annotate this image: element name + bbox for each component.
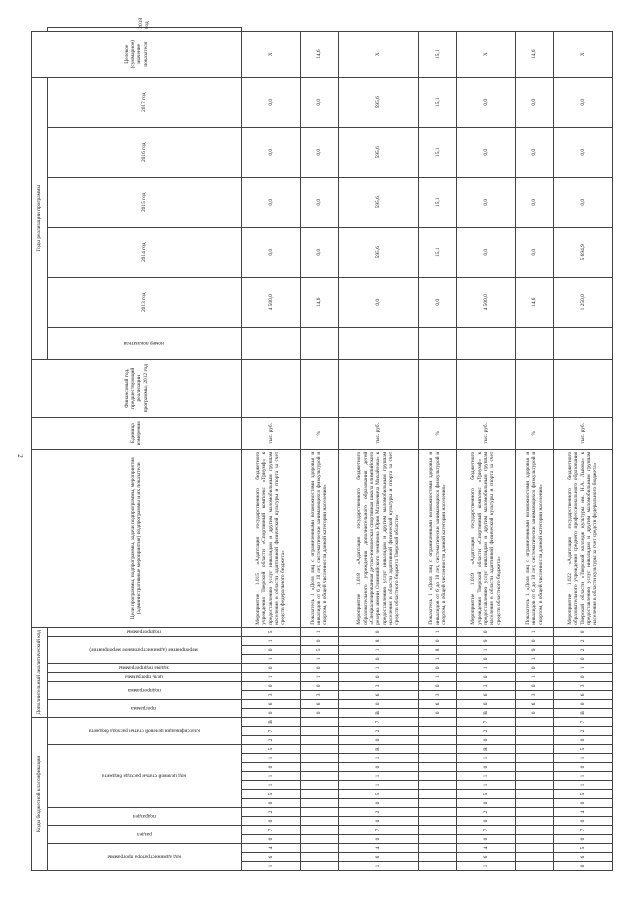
code-digit: 6 <box>241 699 300 708</box>
code-digit: 2 <box>338 727 419 736</box>
code-digit: 0 <box>516 636 554 645</box>
extra-subheader: программа <box>47 699 241 717</box>
row-year-value: 0,0 <box>241 77 300 127</box>
code-digit: 7 <box>553 826 612 835</box>
code-digit: 2 <box>241 808 300 817</box>
row-year-value <box>301 327 339 359</box>
code-digit: 0 <box>301 708 339 717</box>
code-digit: 7 <box>553 717 612 726</box>
code-digit: 0 <box>553 817 612 826</box>
table-row <box>419 28 457 871</box>
code-digit <box>419 790 457 799</box>
code-digit <box>419 736 457 745</box>
code-digit: 0 <box>553 672 612 681</box>
code-digit: 3 <box>301 690 339 699</box>
code-digit: 2 <box>553 645 612 654</box>
row-year-value: 0,0 <box>553 77 612 127</box>
code-digit: 0 <box>301 636 339 645</box>
code-digit: 1 <box>338 781 419 790</box>
goal-column-header: Цели программы, подпрограммы, задачи подпрограммы, мероприятия (административные мероприятия) подпрограммы и их показатели <box>32 449 242 627</box>
row-year-value: 0,0 <box>338 277 419 327</box>
code-digit: 0 <box>338 699 419 708</box>
extra-subheader: подпрограммы <box>47 627 241 636</box>
target-column-header: Целевое (суммарное) значение показателя <box>32 31 242 77</box>
row-fin-year <box>553 359 612 417</box>
code-digit: 6 <box>301 699 339 708</box>
code-digit: 1 <box>301 627 339 636</box>
code-digit: 5 <box>241 745 300 754</box>
years-group-header: Годы реализации программы <box>32 77 48 359</box>
code-digit: 0 <box>456 699 515 708</box>
row-target: X <box>553 31 612 77</box>
row-fin-year <box>456 359 515 417</box>
row-year-value: 0,0 <box>301 227 339 277</box>
row-description: Мероприятие 1.015 «Адаптация государственного бюджетного учреждения Тверской области «Спортивный комплекс «Триумф» к предоставлению услуг инвалидам и другим маломобильным группам населения в области адаптивной физической культуры и спорта за счет средств федерального бюджета» <box>241 449 300 627</box>
row-description: Мероприятие 1.019 «Адаптация государственного бюджетного учреждения Тверской области «Спортивный комплекс «Триумф» к предоставлению услуг инвалидам и другим маломобильным группам населения в области адаптивной физической культуры и спорта за счет средств областного бюджета» <box>456 449 515 627</box>
code-digit <box>301 790 339 799</box>
row-unit: тыс. руб. <box>553 417 612 449</box>
code-digit: 0 <box>456 672 515 681</box>
code-digit <box>419 817 457 826</box>
code-digit: 1 <box>456 663 515 672</box>
code-digit: 0 <box>456 817 515 826</box>
extra-subheader: задача подпрограммы <box>47 663 241 672</box>
code-digit <box>301 844 339 853</box>
code-digit: 2 <box>338 808 419 817</box>
table-row <box>553 28 612 871</box>
row-year-value: 15,1 <box>419 127 457 177</box>
code-digit <box>419 763 457 772</box>
row-year-value: 0,0 <box>516 227 554 277</box>
code-digit <box>419 799 457 808</box>
code-digit <box>301 799 339 808</box>
code-digit: 1 <box>301 654 339 663</box>
code-digit: 0 <box>301 681 339 690</box>
code-digit: 1 <box>419 654 457 663</box>
code-digit: 0 <box>456 763 515 772</box>
code-digit <box>516 790 554 799</box>
code-digit: 0 <box>241 835 300 844</box>
code-digit <box>419 853 457 862</box>
row-target: X <box>338 31 419 77</box>
code-digit: 5 <box>301 645 339 654</box>
code-digit <box>301 736 339 745</box>
row-year-value: 595,6 <box>338 127 419 177</box>
row-year-value: 595,6 <box>338 177 419 227</box>
code-digit: 1 <box>553 772 612 781</box>
code-digit: 0 <box>456 654 515 663</box>
code-digit: 0 <box>338 799 419 808</box>
code-digit: 1 <box>241 754 300 763</box>
year-header-1: 2013 год <box>47 277 241 327</box>
code-digit: 1 <box>553 754 612 763</box>
row-year-value: 0,0 <box>516 127 554 177</box>
code-digit: 2 <box>456 808 515 817</box>
code-digit: 6 <box>338 853 419 862</box>
code-digit: 1 <box>516 672 554 681</box>
row-description: Мероприятие 1.022 «Адаптация государственного бюджетного образовательного учреждения среднего профессионального образования Тверской области «Тверской колледж культуры им. Н.А. Львова» к предоставлению услуг инвалидам и другим маломобильным группам населения в области культуры за счет средств федерального бюджета» <box>553 449 612 627</box>
code-digit: 0 <box>241 708 300 717</box>
code-digit <box>516 826 554 835</box>
extra-subheader: цель программы <box>47 672 241 681</box>
row-description: Показатель 1 «Доля лиц с ограниченными возможностями здоровья и инвалидов от 6 до 18 лет, систематически занимающихся физкультурой и спортом, в общей численности данной категории населения» <box>301 449 339 627</box>
code-digit: 0 <box>419 663 457 672</box>
fin-year-column-header: Финансовый год, предшествующий реализации программы, 2012 год <box>32 359 242 417</box>
row-year-value: 4 500,0 <box>456 277 515 327</box>
year-header-3: 2015 год <box>47 177 241 227</box>
row-target: 14,6 <box>516 31 554 77</box>
code-digit: 0 <box>241 817 300 826</box>
code-digit: 3 <box>516 690 554 699</box>
code-digit: 5 <box>456 790 515 799</box>
row-description: Показатель 1 «Доля лиц с ограниченными возможностями здоровья и инвалидов от 6 до 18 лет, систематически занимающихся физкультурой и спортом, в общей численности данной категории населения» <box>419 449 457 627</box>
code-digit: 0 <box>241 681 300 690</box>
code-digit: 1 <box>553 663 612 672</box>
code-digit <box>301 835 339 844</box>
code-digit <box>419 862 457 871</box>
code-digit: 7 <box>456 717 515 726</box>
code-digit: 0 <box>241 645 300 654</box>
code-digit: 6 <box>456 690 515 699</box>
row-year-value: 0,0 <box>301 127 339 177</box>
year-header-2: 2014 год <box>47 227 241 277</box>
row-unit: % <box>301 417 339 449</box>
code-digit <box>516 808 554 817</box>
code-digit: 5 <box>241 627 300 636</box>
code-digit <box>301 853 339 862</box>
code-digit: 1 <box>241 654 300 663</box>
code-digit: 5 <box>241 790 300 799</box>
code-digit: 6 <box>456 853 515 862</box>
code-digit <box>301 772 339 781</box>
code-digit <box>516 817 554 826</box>
code-digit: 2 <box>553 727 612 736</box>
code-subheader: классификация целевой статьи расхода бюджета <box>47 717 241 744</box>
code-digit: 7 <box>456 826 515 835</box>
code-digit: 0 <box>553 627 612 636</box>
code-digit: 3 <box>338 681 419 690</box>
table-row <box>338 28 419 871</box>
row-year-value: 15,1 <box>419 227 457 277</box>
unit-column-header: Единица измерения <box>32 417 242 449</box>
code-digit: В <box>338 708 419 717</box>
code-digit: 8 <box>419 645 457 654</box>
code-digit: 0 <box>338 736 419 745</box>
code-digit: 4 <box>338 844 419 853</box>
row-year-value: 4 500,0 <box>241 277 300 327</box>
code-digit <box>516 754 554 763</box>
code-digit: 1 <box>419 672 457 681</box>
code-digit: 5 <box>553 790 612 799</box>
row-fin-year <box>516 359 554 417</box>
code-digit: 1 <box>338 754 419 763</box>
row-target: X <box>241 31 300 77</box>
row-year-value: 0,0 <box>553 177 612 227</box>
code-digit: 1 <box>241 862 300 871</box>
code-digit: 0 <box>338 817 419 826</box>
code-digit <box>419 745 457 754</box>
code-digit: В <box>241 717 300 726</box>
code-digit: 1 <box>241 672 300 681</box>
code-digit: 2 <box>456 727 515 736</box>
code-digit <box>419 727 457 736</box>
code-digit: 1 <box>338 862 419 871</box>
code-digit: 1 <box>338 645 419 654</box>
code-digit <box>301 781 339 790</box>
row-unit: % <box>419 417 457 449</box>
code-digit: 0 <box>553 763 612 772</box>
code-digit <box>516 781 554 790</box>
code-digit <box>516 853 554 862</box>
code-digit: 1 <box>338 772 419 781</box>
program-table <box>31 17 613 871</box>
code-digit: 1 <box>301 672 339 681</box>
extra-subheader: номер показателя <box>47 327 241 359</box>
code-digit: 7 <box>338 717 419 726</box>
code-digit <box>516 862 554 871</box>
code-digit: 1 <box>241 636 300 645</box>
code-digit: 0 <box>456 835 515 844</box>
table-row <box>456 28 515 871</box>
code-digit: R <box>456 745 515 754</box>
code-digit: В <box>553 708 612 717</box>
code-digit <box>419 717 457 726</box>
code-digit: 1 <box>338 663 419 672</box>
row-year-value <box>241 327 300 359</box>
code-digit: 1 <box>456 645 515 654</box>
row-description: Мероприятие 1.018 «Адаптация государственного бюджетного образовательного учреждения дополнительного образования детей «Специализированная детско-юношеская спортивная школа олимпийского резерва имени Олимпийского чемпиона Юрия Матвеевича Михайлова» к предоставлению услуг инвалидам и другим маломобильным группам населения в области адаптивной физической культуры и спорта за счет средств областного бюджета Тверской области» <box>338 449 419 627</box>
code-digit: 0 <box>338 654 419 663</box>
code-digit <box>301 727 339 736</box>
code-digit: 0 <box>241 763 300 772</box>
row-year-value <box>553 327 612 359</box>
code-digit <box>301 754 339 763</box>
code-digit <box>301 862 339 871</box>
row-year-value: 0,0 <box>456 127 515 177</box>
code-digit <box>419 808 457 817</box>
row-target: X <box>456 31 515 77</box>
row-unit: тыс. руб. <box>338 417 419 449</box>
code-digit: 8 <box>338 636 419 645</box>
year-header-6: 2018 год <box>47 28 241 32</box>
row-unit: тыс. руб. <box>241 417 300 449</box>
code-digit: 4 <box>241 844 300 853</box>
code-digit <box>419 835 457 844</box>
code-classification-header: Коды бюджетной классификации <box>32 717 48 870</box>
code-digit: 0 <box>338 627 419 636</box>
row-fin-year <box>419 359 457 417</box>
code-digit: 1 <box>241 772 300 781</box>
code-digit: 1 <box>419 627 457 636</box>
row-year-value: 14,6 <box>301 277 339 327</box>
row-year-value <box>516 327 554 359</box>
code-digit: 0 <box>553 862 612 871</box>
code-digit <box>516 727 554 736</box>
code-digit: 0 <box>241 663 300 672</box>
row-year-value: 0,0 <box>301 177 339 227</box>
extra-subheader: мероприятие (административное мероприятие) <box>47 636 241 663</box>
code-digit <box>301 808 339 817</box>
code-digit: 0 <box>456 736 515 745</box>
row-year-value: 0,0 <box>456 77 515 127</box>
table-row <box>241 28 300 871</box>
code-digit <box>419 754 457 763</box>
code-digit: 7 <box>338 826 419 835</box>
code-digit: 7 <box>241 727 300 736</box>
row-year-value: 595,6 <box>338 227 419 277</box>
code-subheader: подраздел <box>47 808 241 826</box>
code-digit <box>516 844 554 853</box>
code-subheader: код администратора программы <box>47 844 241 871</box>
code-digit <box>301 745 339 754</box>
row-year-value: 0,0 <box>241 227 300 277</box>
extra-code-header: Дополнительный аналитический код <box>32 627 48 717</box>
code-digit: 3 <box>553 681 612 690</box>
row-year-value: 0,0 <box>456 177 515 227</box>
row-year-value: 0,0 <box>553 127 612 177</box>
rotated-table-wrapper <box>31 17 613 871</box>
row-description: Показатель 1 «Доля лиц с ограниченными возможностями здоровья и инвалидов от 6 до 18 лет, систематически занимающихся физкультурой и спортом, в общей численности данной категории населения» <box>516 449 554 627</box>
row-target: 15,1 <box>419 31 457 77</box>
code-digit: 3 <box>456 681 515 690</box>
row-fin-year <box>338 359 419 417</box>
code-digit: 0 <box>419 708 457 717</box>
code-digit: 7 <box>241 826 300 835</box>
code-digit <box>419 844 457 853</box>
code-digit: 0 <box>301 663 339 672</box>
code-digit <box>516 835 554 844</box>
code-digit <box>516 799 554 808</box>
row-year-value: 0,0 <box>516 77 554 127</box>
code-digit: 5 <box>553 745 612 754</box>
page-marker: 2 <box>15 454 24 458</box>
row-year-value: 15,1 <box>419 77 457 127</box>
code-digit: 6 <box>553 690 612 699</box>
code-digit <box>301 763 339 772</box>
code-subheader: код целевой статьи расхода бюджета <box>47 745 241 808</box>
year-header-5: 2017 год <box>47 77 241 127</box>
row-year-value <box>338 327 419 359</box>
year-header-4: 2016 год <box>47 127 241 177</box>
code-digit: 4 <box>553 808 612 817</box>
code-digit: В <box>456 708 515 717</box>
code-digit: 1 <box>456 754 515 763</box>
code-digit <box>419 772 457 781</box>
code-digit: 5 <box>338 790 419 799</box>
row-year-value: 0,0 <box>456 227 515 277</box>
row-year-value: 0,0 <box>241 127 300 177</box>
row-fin-year <box>241 359 300 417</box>
row-year-value: 0,0 <box>419 277 457 327</box>
code-digit: 5 <box>553 844 612 853</box>
code-digit: 0 <box>516 708 554 717</box>
row-year-value <box>456 327 515 359</box>
code-digit: R <box>338 745 419 754</box>
code-digit: 0 <box>419 681 457 690</box>
code-digit: 0 <box>456 627 515 636</box>
code-digit: 0 <box>553 699 612 708</box>
row-unit: тыс. руб. <box>456 417 515 449</box>
code-digit: 2 <box>241 736 300 745</box>
code-digit <box>301 717 339 726</box>
code-digit: 1 <box>456 772 515 781</box>
code-digit: 3 <box>241 690 300 699</box>
code-subheader: раздел <box>47 826 241 844</box>
code-digit <box>419 781 457 790</box>
code-digit: 0 <box>338 763 419 772</box>
code-digit: 1 <box>456 781 515 790</box>
code-digit: 0 <box>241 799 300 808</box>
row-year-value <box>419 327 457 359</box>
code-digit <box>516 736 554 745</box>
code-digit <box>516 717 554 726</box>
row-year-value: 0,0 <box>516 177 554 227</box>
code-digit: 0 <box>516 681 554 690</box>
code-digit: 0 <box>516 663 554 672</box>
code-digit: 0 <box>553 736 612 745</box>
code-digit <box>301 817 339 826</box>
row-fin-year <box>301 359 339 417</box>
row-year-value: 595,6 <box>338 77 419 127</box>
row-year-value: 15,1 <box>419 177 457 227</box>
code-digit: 2 <box>553 636 612 645</box>
code-digit: 0 <box>419 636 457 645</box>
code-digit: 0 <box>338 835 419 844</box>
row-year-value: 0,0 <box>241 177 300 227</box>
row-year-value: 14,6 <box>516 277 554 327</box>
row-target: 14,6 <box>301 31 339 77</box>
code-digit: 3 <box>419 690 457 699</box>
code-digit: 6 <box>338 690 419 699</box>
table-row <box>516 28 554 871</box>
row-year-value: 1 250,0 <box>553 277 612 327</box>
code-digit: 6 <box>241 853 300 862</box>
row-year-value: 0,0 <box>301 77 339 127</box>
code-digit: 1 <box>516 627 554 636</box>
code-digit <box>516 772 554 781</box>
code-digit <box>516 763 554 772</box>
code-digit: 0 <box>456 799 515 808</box>
code-digit <box>301 826 339 835</box>
code-digit: 6 <box>553 853 612 862</box>
code-digit <box>419 826 457 835</box>
row-year-value: 5 694,9 <box>553 227 612 277</box>
code-digit: 0 <box>553 835 612 844</box>
code-digit: 6 <box>419 699 457 708</box>
code-digit: 6 <box>516 699 554 708</box>
header-row-1 <box>32 28 48 871</box>
code-digit: 1 <box>553 781 612 790</box>
extra-subheader: подпрограмма <box>47 681 241 699</box>
code-digit: 9 <box>516 645 554 654</box>
code-digit: 0 <box>553 799 612 808</box>
table-row <box>301 28 339 871</box>
code-digit: 4 <box>456 844 515 853</box>
code-digit: 1 <box>516 654 554 663</box>
code-digit: 0 <box>338 672 419 681</box>
code-digit: 1 <box>456 862 515 871</box>
code-digit: 0 <box>553 654 612 663</box>
row-unit: % <box>516 417 554 449</box>
code-digit: 9 <box>456 636 515 645</box>
code-digit: 1 <box>241 781 300 790</box>
code-digit <box>516 745 554 754</box>
